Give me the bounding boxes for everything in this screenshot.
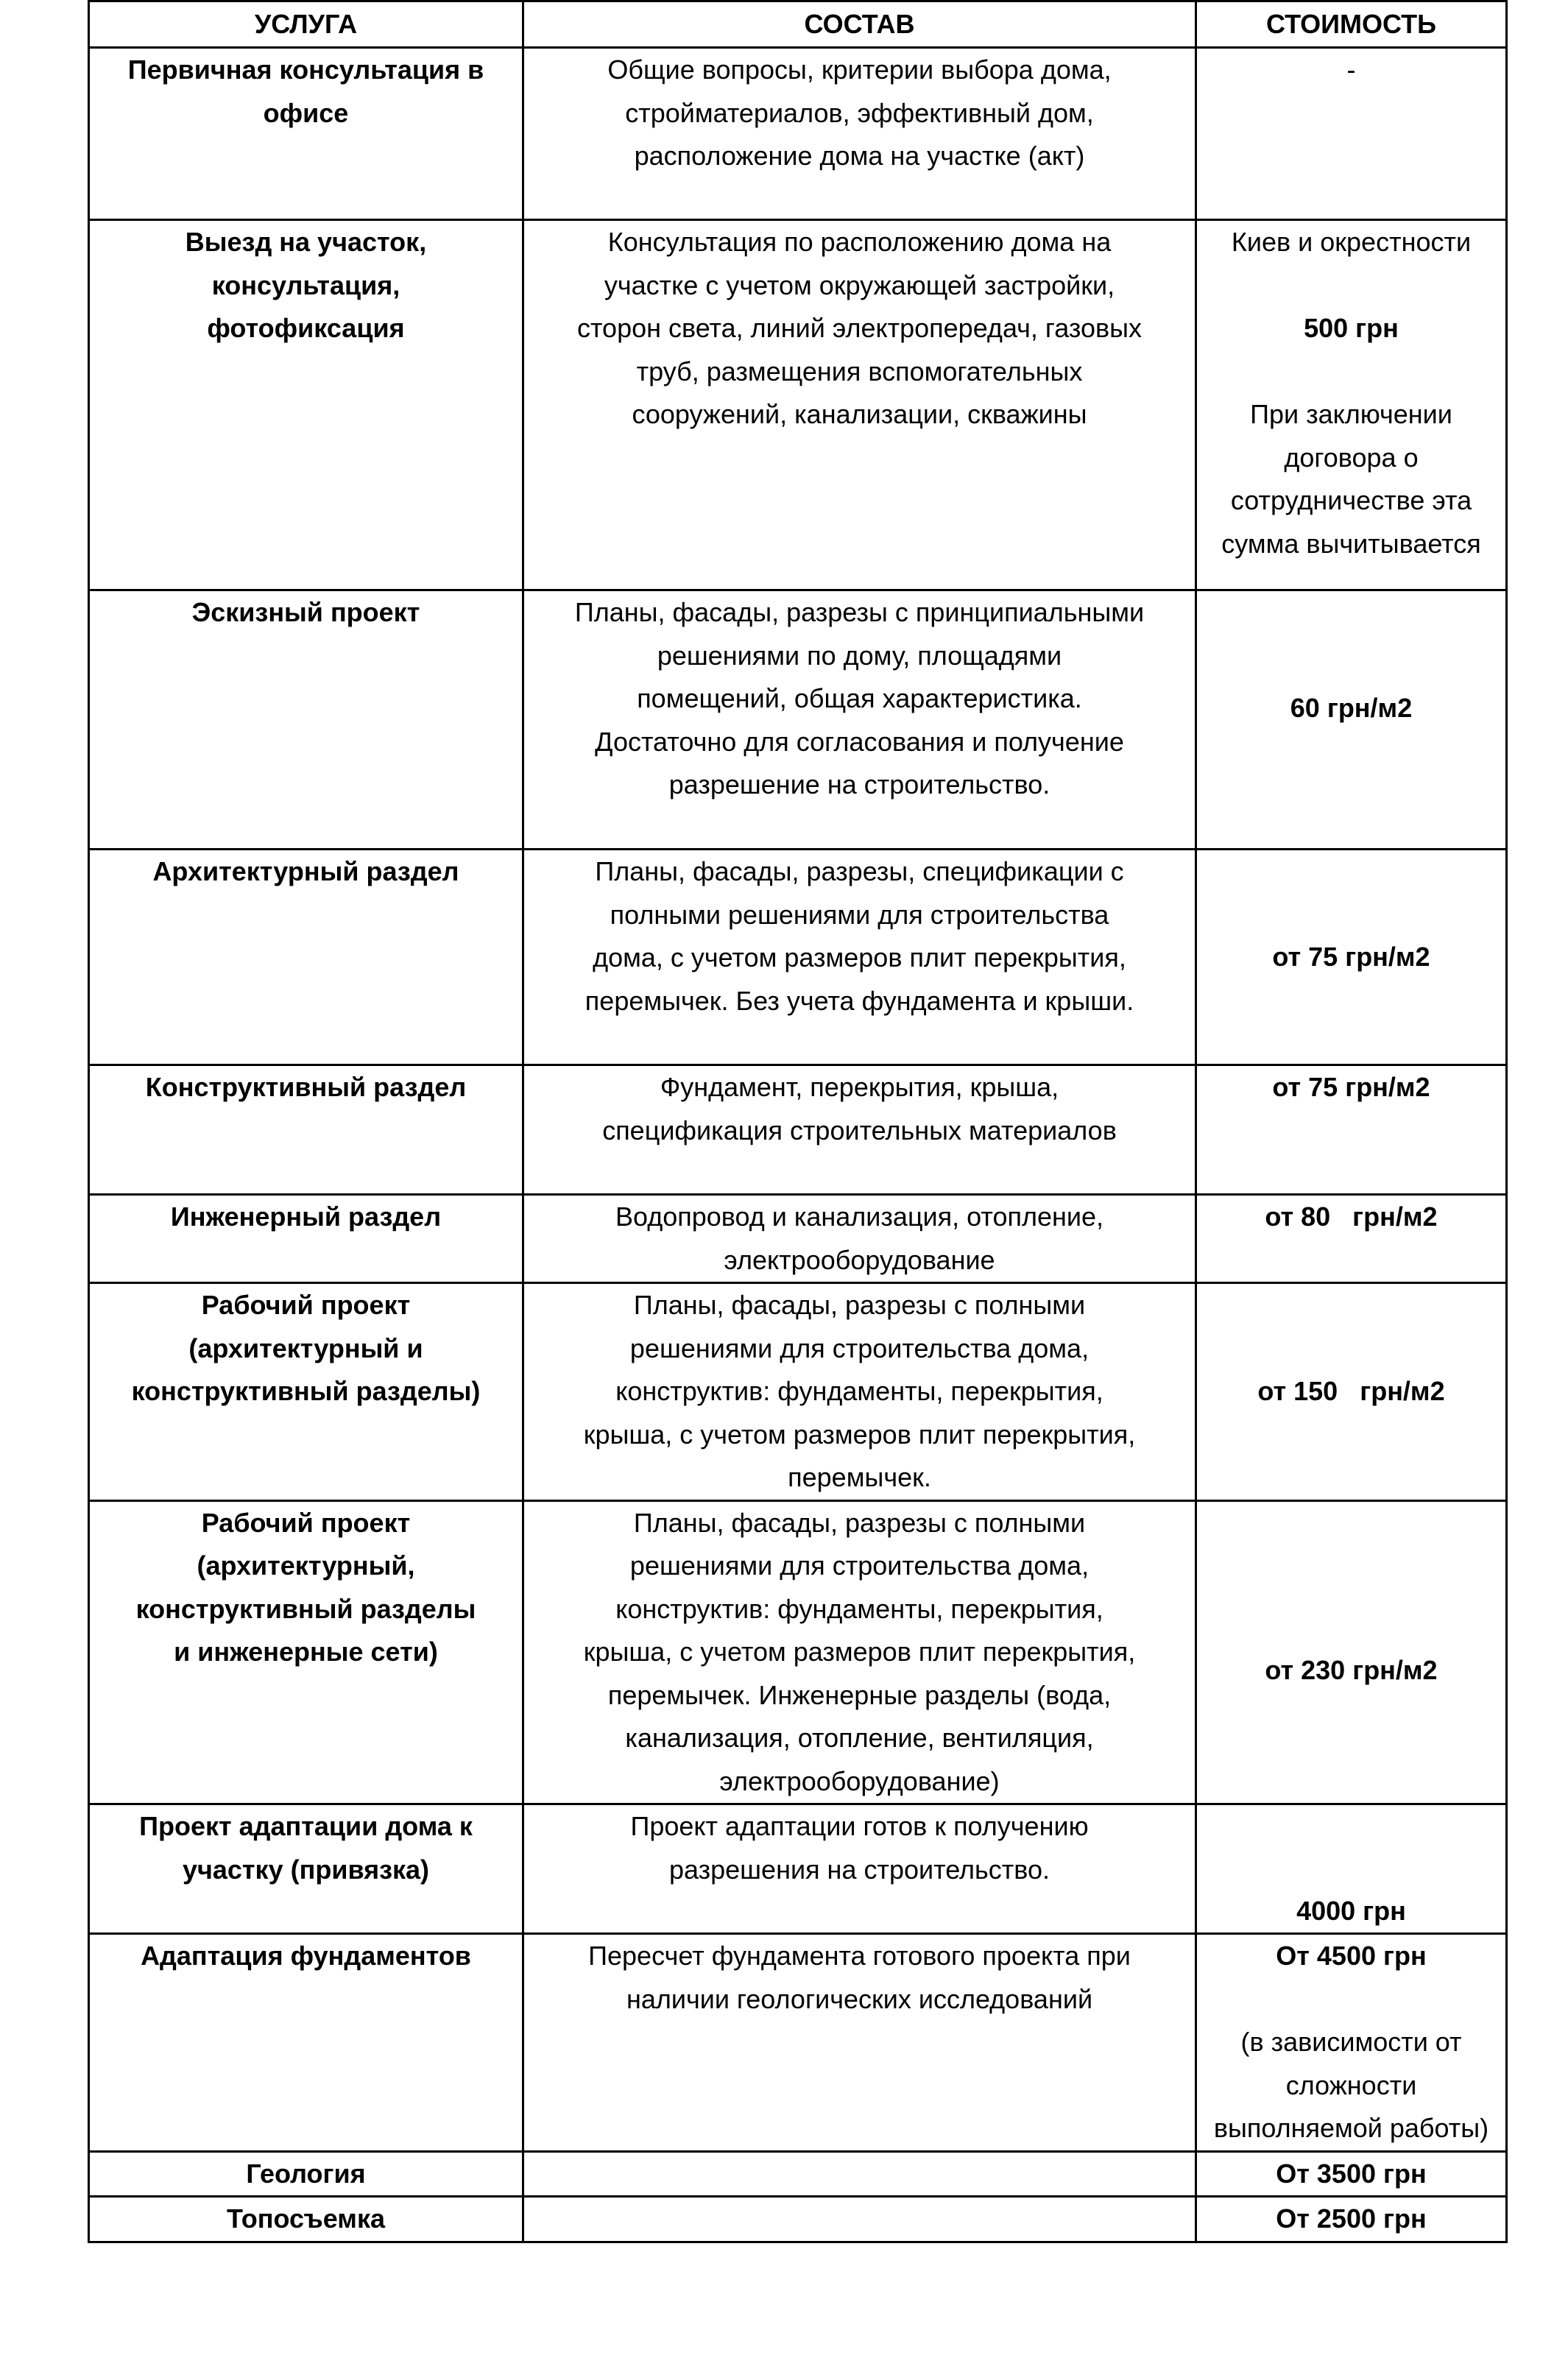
cost-value: 500 грн [1304, 313, 1399, 343]
table-row [89, 590, 1507, 850]
composition-line: расположение дома на участке (акт) [634, 141, 1085, 171]
composition-line: стройматериалов, эффективный дом, [625, 97, 1094, 128]
cost-cell [1196, 2151, 1507, 2197]
service-line: (архитектурный, [197, 1550, 415, 1581]
composition-line: электрооборудование) [719, 1765, 1000, 1796]
service-line: Инженерный раздел [170, 1201, 442, 1232]
composition-cell [523, 850, 1196, 1065]
composition-line: труб, размещения вспомогательных [636, 356, 1083, 386]
service-line: Архитектурный раздел [152, 856, 459, 886]
composition-line: Водопровод и канализация, отопление, [615, 1201, 1104, 1232]
cost-cell [1196, 1934, 1507, 2152]
cost-note-line: договора о [1284, 442, 1419, 473]
composition-cell [523, 1500, 1196, 1804]
cost-value: от 230 грн/м2 [1265, 1655, 1438, 1685]
cost-value: - [1346, 54, 1356, 85]
cost-value: от 75 грн/м2 [1272, 941, 1430, 972]
composition-line: крыша, с учетом размеров плит перекрытия, [583, 1419, 1136, 1450]
cost-cell [1196, 1283, 1507, 1501]
composition-line: помещений, общая характеристика. [637, 683, 1082, 713]
table-row [89, 220, 1507, 590]
composition-cell [523, 1283, 1196, 1501]
composition-line: электрооборудование [724, 1244, 995, 1275]
service-cell [89, 1195, 523, 1283]
composition-line: решениями для строительства дома, [629, 1332, 1090, 1363]
cost-value: 60 грн/м2 [1290, 693, 1413, 724]
service-line: Проект адаптации дома к [139, 1811, 473, 1841]
composition-line: Фундамент, перекрытия, крыша, [660, 1072, 1059, 1102]
table-row [89, 1500, 1507, 1804]
service-cell [89, 1934, 523, 2152]
cost-note-line: выполняемой работы) [1213, 2113, 1489, 2143]
cost-value: от 75 грн/м2 [1272, 1072, 1430, 1102]
table-row [89, 1934, 1507, 2152]
service-line: фотофиксация [207, 313, 405, 343]
composition-line: спецификация строительных материалов [602, 1115, 1117, 1146]
service-line: Адаптация фундаментов [141, 1941, 471, 1971]
service-line: участку (привязка) [182, 1854, 430, 1885]
composition-cell [523, 1934, 1196, 2152]
cost-value: От 2500 грн [1276, 2203, 1427, 2234]
service-cell [89, 2197, 523, 2242]
composition-cell [523, 1804, 1196, 1934]
composition-line: участке с учетом окружающей застройки, [604, 269, 1115, 300]
cost-cell [1196, 850, 1507, 1065]
composition-line: канализация, отопление, вентиляция, [625, 1723, 1094, 1753]
composition-cell [523, 590, 1196, 850]
cost-value: от 80 грн/м2 [1265, 1201, 1438, 1232]
header-cost: СТОИМОСТЬ [1196, 1, 1507, 48]
service-line: консультация, [211, 269, 400, 300]
table-row [89, 1195, 1507, 1283]
cost-region: Киев и окрестности [1231, 227, 1472, 257]
service-line: Выезд на участок, [185, 227, 427, 257]
service-cell [89, 850, 523, 1065]
service-line: Рабочий проект [201, 1507, 411, 1538]
cost-cell [1196, 1804, 1507, 1934]
service-line: Конструктивный раздел [145, 1072, 467, 1102]
composition-line: решениями по дому, площадями [657, 640, 1062, 671]
composition-cell [523, 2197, 1196, 2242]
composition-cell [523, 1195, 1196, 1283]
table-header-row [89, 1, 1507, 48]
header-service: УСЛУГА [89, 1, 523, 48]
composition-cell [523, 220, 1196, 590]
cost-cell [1196, 1195, 1507, 1283]
table-row [89, 1804, 1507, 1934]
cost-note-line: При заключении [1250, 399, 1452, 429]
service-cell [89, 2151, 523, 2197]
service-cell [89, 1065, 523, 1195]
composition-line: Достаточно для согласования и получение [595, 726, 1124, 757]
composition-line: перемычек. Без учета фундамента и крыши. [585, 985, 1134, 1016]
table-row [89, 2197, 1507, 2242]
composition-line: решениями для строительства дома, [629, 1550, 1090, 1581]
composition-line: сторон света, линий электропередач, газовых [576, 313, 1143, 343]
service-line: офисе [263, 97, 349, 128]
table-row [89, 2151, 1507, 2197]
composition-line: полными решениями для строительства [610, 899, 1109, 930]
table-row [89, 1065, 1507, 1195]
cost-cell [1196, 1500, 1507, 1804]
price-table [88, 0, 1508, 2243]
cost-value: от 150 грн/м2 [1257, 1376, 1445, 1406]
composition-line: крыша, с учетом размеров плит перекрытия, [583, 1637, 1136, 1667]
service-line: Первичная консультация в [127, 54, 484, 85]
cost-value: От 3500 грн [1276, 2158, 1427, 2189]
composition-line: перемычек. [788, 1462, 931, 1492]
table-row [89, 48, 1507, 220]
composition-line: Консультация по расположению дома на [607, 227, 1112, 257]
composition-line: разрешение на строительство. [668, 769, 1050, 799]
cost-note-line: (в зависимости от [1240, 2027, 1462, 2057]
service-line: Рабочий проект [201, 1290, 411, 1320]
header-composition: СОСТАВ [523, 1, 1196, 48]
composition-line: наличии геологических исследований [626, 1983, 1093, 2014]
composition-line: Проект адаптации готов к получению [630, 1811, 1089, 1841]
cost-note-line: сложности [1285, 2069, 1417, 2100]
service-line: Эскизный проект [191, 597, 420, 627]
composition-line: сооружений, канализации, скважины [632, 399, 1087, 429]
composition-line: Планы, фасады, разрезы с полными [633, 1507, 1086, 1538]
service-line: Геология [246, 2158, 366, 2189]
cost-note-line: сотрудничестве эта [1230, 485, 1472, 515]
table-row [89, 850, 1507, 1065]
composition-cell [523, 1065, 1196, 1195]
service-line: конструктивный разделы [135, 1593, 476, 1624]
composition-line: Общие вопросы, критерии выбора дома, [607, 54, 1112, 85]
cost-cell [1196, 1065, 1507, 1195]
composition-line: конструктив: фундаменты, перекрытия, [615, 1376, 1103, 1406]
service-cell [89, 1500, 523, 1804]
service-line: и инженерные сети) [174, 1637, 438, 1667]
service-cell [89, 590, 523, 850]
cost-cell [1196, 48, 1507, 220]
cost-cell [1196, 2197, 1507, 2242]
composition-cell [523, 48, 1196, 220]
composition-line: Планы, фасады, разрезы с полными [633, 1290, 1086, 1320]
service-line: конструктивный разделы) [131, 1376, 481, 1406]
service-cell [89, 1283, 523, 1501]
cost-value: 4000 грн [1296, 1895, 1406, 1926]
service-cell [89, 1804, 523, 1934]
composition-line: Планы, фасады, разрезы, спецификации с [595, 856, 1124, 886]
composition-line: Планы, фасады, разрезы с принципиальными [574, 597, 1145, 627]
composition-line: разрешения на строительство. [668, 1854, 1050, 1885]
composition-line: Пересчет фундамента готового проекта при [588, 1941, 1131, 1971]
cost-value: От 4500 грн [1276, 1941, 1427, 1971]
table-row [89, 1283, 1507, 1501]
composition-line: дома, с учетом размеров плит перекрытия, [593, 942, 1126, 973]
service-line: Топосъемка [227, 2203, 385, 2234]
cost-note-line: сумма вычитывается [1221, 528, 1481, 559]
cost-cell [1196, 220, 1507, 590]
cost-cell [1196, 590, 1507, 850]
service-cell [89, 48, 523, 220]
composition-line: перемычек. Инженерные разделы (вода, [607, 1679, 1112, 1710]
service-cell [89, 220, 523, 590]
composition-cell [523, 2151, 1196, 2197]
composition-line: конструктив: фундаменты, перекрытия, [615, 1593, 1103, 1624]
service-line: (архитектурный и [188, 1332, 423, 1363]
